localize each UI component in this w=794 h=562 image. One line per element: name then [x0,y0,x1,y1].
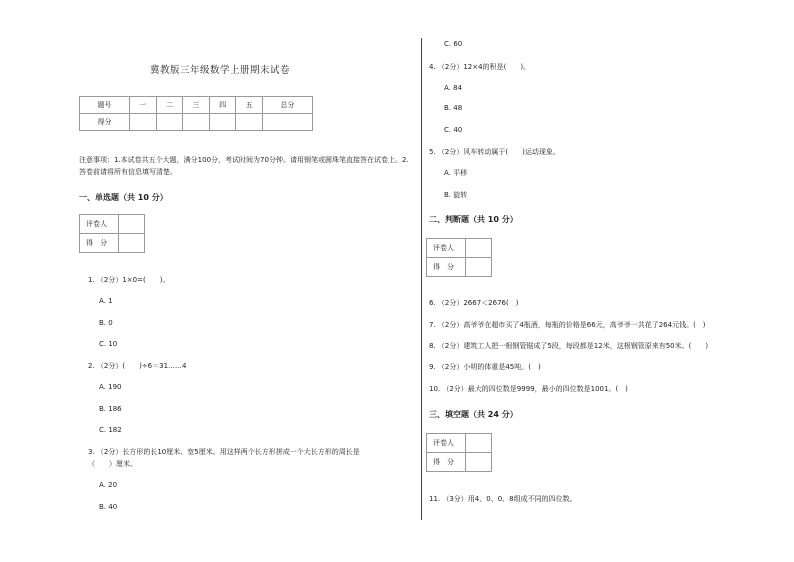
grader-label: 得 分 [80,234,119,253]
grader-label: 得 分 [427,453,466,472]
answer-option[interactable]: B. 0 [99,319,113,327]
answer-option[interactable]: B. 48 [444,104,463,112]
answer-option[interactable]: C. 182 [99,426,122,434]
question-stem: 3. （2分）长方形的长10厘米、宽5厘米。用这样两个长方形拼成一个大长方形的周长是 [88,448,360,456]
score-header-cell: 四 [209,97,236,114]
score-input-cell[interactable] [183,114,210,131]
question-stem: 2. （2分）( )÷6＝31……4 [88,362,187,370]
question-stem: 7. （2分）高爷爷在超市买了4瓶酒，每瓶的价格是66元，高爷爷一共花了264元钱。( ) [429,321,706,329]
grader-input-cell[interactable] [466,434,492,453]
grader-input-cell[interactable] [466,239,492,258]
section-heading: 三、填空题（共 24 分） [429,410,518,419]
answer-option[interactable]: A. 20 [99,481,118,489]
score-header-cell: 一 [129,97,156,114]
score-header-cell: 题号 [80,97,130,114]
score-header-cell: 五 [236,97,263,114]
question-stem: 1. （2分）1×0=( )。 [88,276,170,284]
question-stem-continued: （ ）厘米。 [88,460,137,468]
grader-label: 得 分 [427,258,466,277]
score-header-cell: 三 [183,97,210,114]
score-table [79,96,313,131]
grader-label: 评卷人 [427,239,466,258]
answer-option[interactable]: B. 186 [99,405,122,413]
score-header-cell: 二 [156,97,183,114]
question-stem: 11. （3分）用4、0、0、8组成不同的四位数。 [429,495,577,503]
score-input-cell[interactable] [156,114,183,131]
score-row-label: 得分 [80,114,130,131]
grader-label: 评卷人 [80,215,119,234]
answer-option[interactable]: A. 平移 [444,169,468,177]
question-stem: 5. （2分）风车转动属于( )运动现象。 [429,148,560,156]
question-stem: 10. （2分）最大的四位数是9999，最小的四位数是1001。( ) [429,385,628,393]
grader-box [79,214,145,253]
question-stem: 8. （2分）建筑工人把一根钢管锯成了5段，每段都是12米，这根钢管原来有50米。( ) [429,342,709,350]
answer-option[interactable]: B. 40 [99,503,118,511]
score-input-cell[interactable] [209,114,236,131]
grader-box [426,433,492,472]
grader-input-cell[interactable] [119,215,145,234]
question-stem: 6. （2分）2667＜2676( ) [429,299,519,307]
notice-line: 注意事项：1.本试卷共五个大题，满分100分，考试时间为70分钟。请用钢笔或圆珠笔直接答在试卷上。2. [79,156,409,164]
answer-option[interactable]: B. 旋转 [444,191,468,199]
score-input-cell[interactable] [129,114,156,131]
notice-line: 答卷前请将所有信息填写清楚。 [79,168,177,176]
grader-input-cell[interactable] [466,453,492,472]
grader-box [426,238,492,277]
question-stem: 9. （2分）小明的体重是45吨。( ) [429,363,541,371]
page-title: 冀教版三年级数学上册期末试卷 [150,65,291,76]
column-divider [421,38,422,520]
grader-input-cell[interactable] [466,258,492,277]
score-header-cell: 总分 [263,97,313,114]
answer-option[interactable]: C. 60 [444,40,463,48]
grader-input-cell[interactable] [119,234,145,253]
section-heading: 一、单选题（共 10 分） [79,193,168,202]
section-heading: 二、判断题（共 10 分） [429,215,518,224]
score-input-cell[interactable] [263,114,313,131]
answer-option[interactable]: A. 84 [444,84,463,92]
score-input-cell[interactable] [236,114,263,131]
answer-option[interactable]: C. 10 [99,340,118,348]
answer-option[interactable]: A. 1 [99,297,113,305]
question-stem: 4. （2分）12×4的积是( )。 [429,63,531,71]
answer-option[interactable]: C. 40 [444,126,463,134]
answer-option[interactable]: A. 190 [99,383,122,391]
grader-label: 评卷人 [427,434,466,453]
